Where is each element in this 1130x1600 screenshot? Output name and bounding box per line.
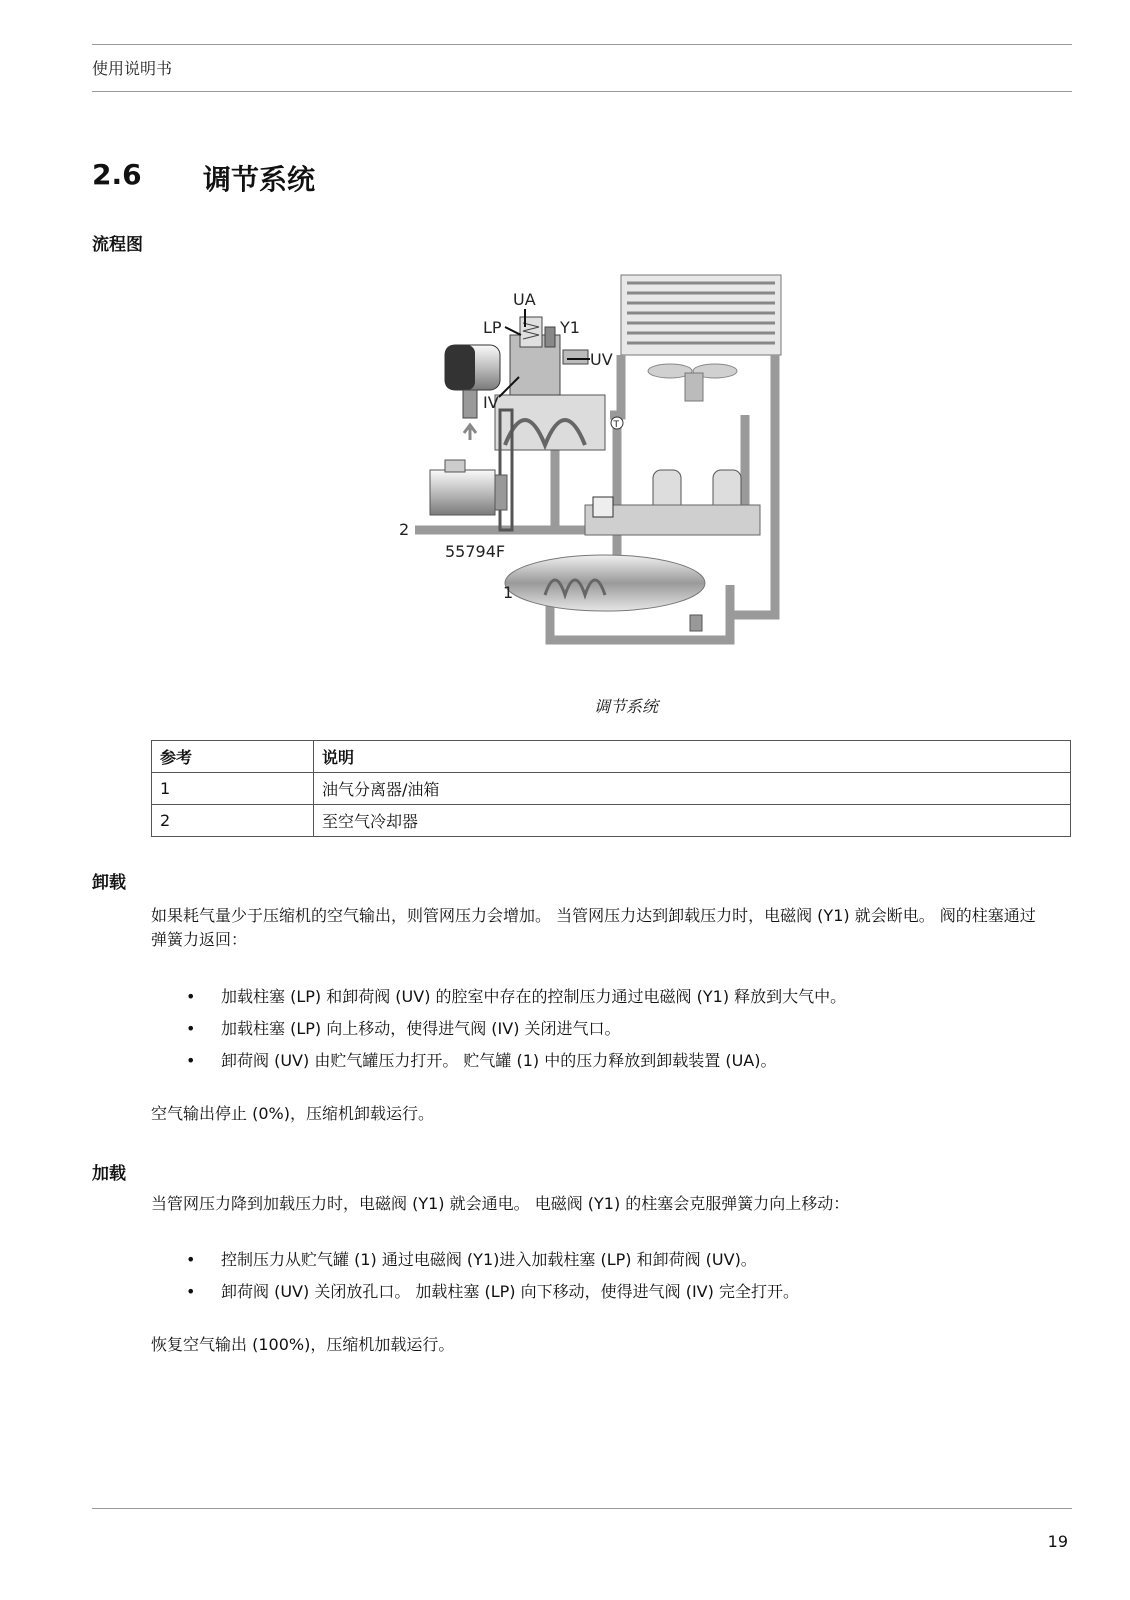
footer-rule (92, 1508, 1072, 1509)
label-iv: IV (483, 393, 499, 412)
unload-intro: 如果耗气量少于压缩机的空气输出，则管网压力会增加。 当管网压力达到卸载压力时，电磁阀 (Y1) 就会断电。 阀的柱塞通过弹簧力返回： (151, 906, 1036, 949)
table-cell-ref: 1 (152, 773, 314, 805)
header-top-rule (92, 44, 1072, 45)
regulation-system-diagram (395, 265, 815, 685)
label-1: 1 (503, 583, 514, 602)
table-row (152, 805, 1071, 837)
label-uv: UV (590, 350, 613, 369)
label-y1: Y1 (560, 318, 580, 337)
section-title: 调节系统 (203, 163, 316, 196)
list-item: • 加载柱塞 (LP) 向上移动，使得进气阀 (IV) 关闭进气口。 (186, 1019, 621, 1038)
load-result: 恢复空气输出 (100%)，压缩机加载运行。 (151, 1335, 455, 1354)
list-item: • 控制压力从贮气罐 (1) 通过电磁阀 (Y1)进入加载柱塞 (LP) 和卸荷阀 (UV)。 (186, 1250, 757, 1269)
cooling-fan (648, 364, 737, 401)
load-bullet-list (151, 1248, 1051, 1312)
list-item: • 加载柱塞 (LP) 和卸荷阀 (UV) 的腔室中存在的控制压力通过电磁阀 (Y1) 释放到大气中。 (186, 987, 847, 1006)
unload-heading: 卸载 (92, 873, 126, 893)
label-temperature-sensor: T (613, 420, 619, 430)
label-lp: LP (483, 318, 502, 337)
reference-table (151, 740, 1071, 837)
oil-separator-filters (585, 470, 760, 535)
load-intro: 当管网压力降到加载压力时，电磁阀 (Y1) 就会通电。 电磁阀 (Y1) 的柱塞会克服弹簧力向上移动： (151, 1194, 850, 1213)
table-header-ref: 参考 (152, 741, 314, 773)
document-header-title: 使用说明书 (92, 59, 173, 78)
diagram-code: 55794F (445, 542, 506, 561)
unload-bullet-list (151, 985, 1051, 1081)
table-row (152, 773, 1071, 805)
list-item: • 卸荷阀 (UV) 由贮气罐压力打开。 贮气罐 (1) 中的压力释放到卸载装置 (UA)。 (186, 1051, 777, 1070)
load-heading: 加载 (92, 1164, 126, 1184)
label-ua: UA (513, 290, 536, 309)
table-cell-desc: 至空气冷却器 (314, 805, 1071, 837)
table-cell-ref: 2 (152, 805, 314, 837)
table-header-row (152, 741, 1071, 773)
page-number: 19 (1047, 1532, 1068, 1551)
label-2: 2 (399, 520, 410, 539)
section-number: 2.6 (92, 158, 142, 191)
unload-result: 空气输出停止 (0%)，压缩机卸载运行。 (151, 1104, 434, 1123)
table-cell-desc: 油气分离器/油箱 (314, 773, 1071, 805)
oil-separator-tank (505, 555, 705, 631)
header-bottom-rule (92, 91, 1072, 92)
table-header-desc: 说明 (314, 741, 1071, 773)
drive-motor (430, 460, 507, 515)
list-item: • 卸荷阀 (UV) 关闭放孔口。 加载柱塞 (LP) 向下移动，使得进气阀 (IV) 完全打开。 (186, 1282, 799, 1301)
figure-caption: 调节系统 (593, 697, 658, 716)
flow-chart-heading: 流程图 (92, 235, 143, 255)
air-cooler (621, 275, 781, 355)
